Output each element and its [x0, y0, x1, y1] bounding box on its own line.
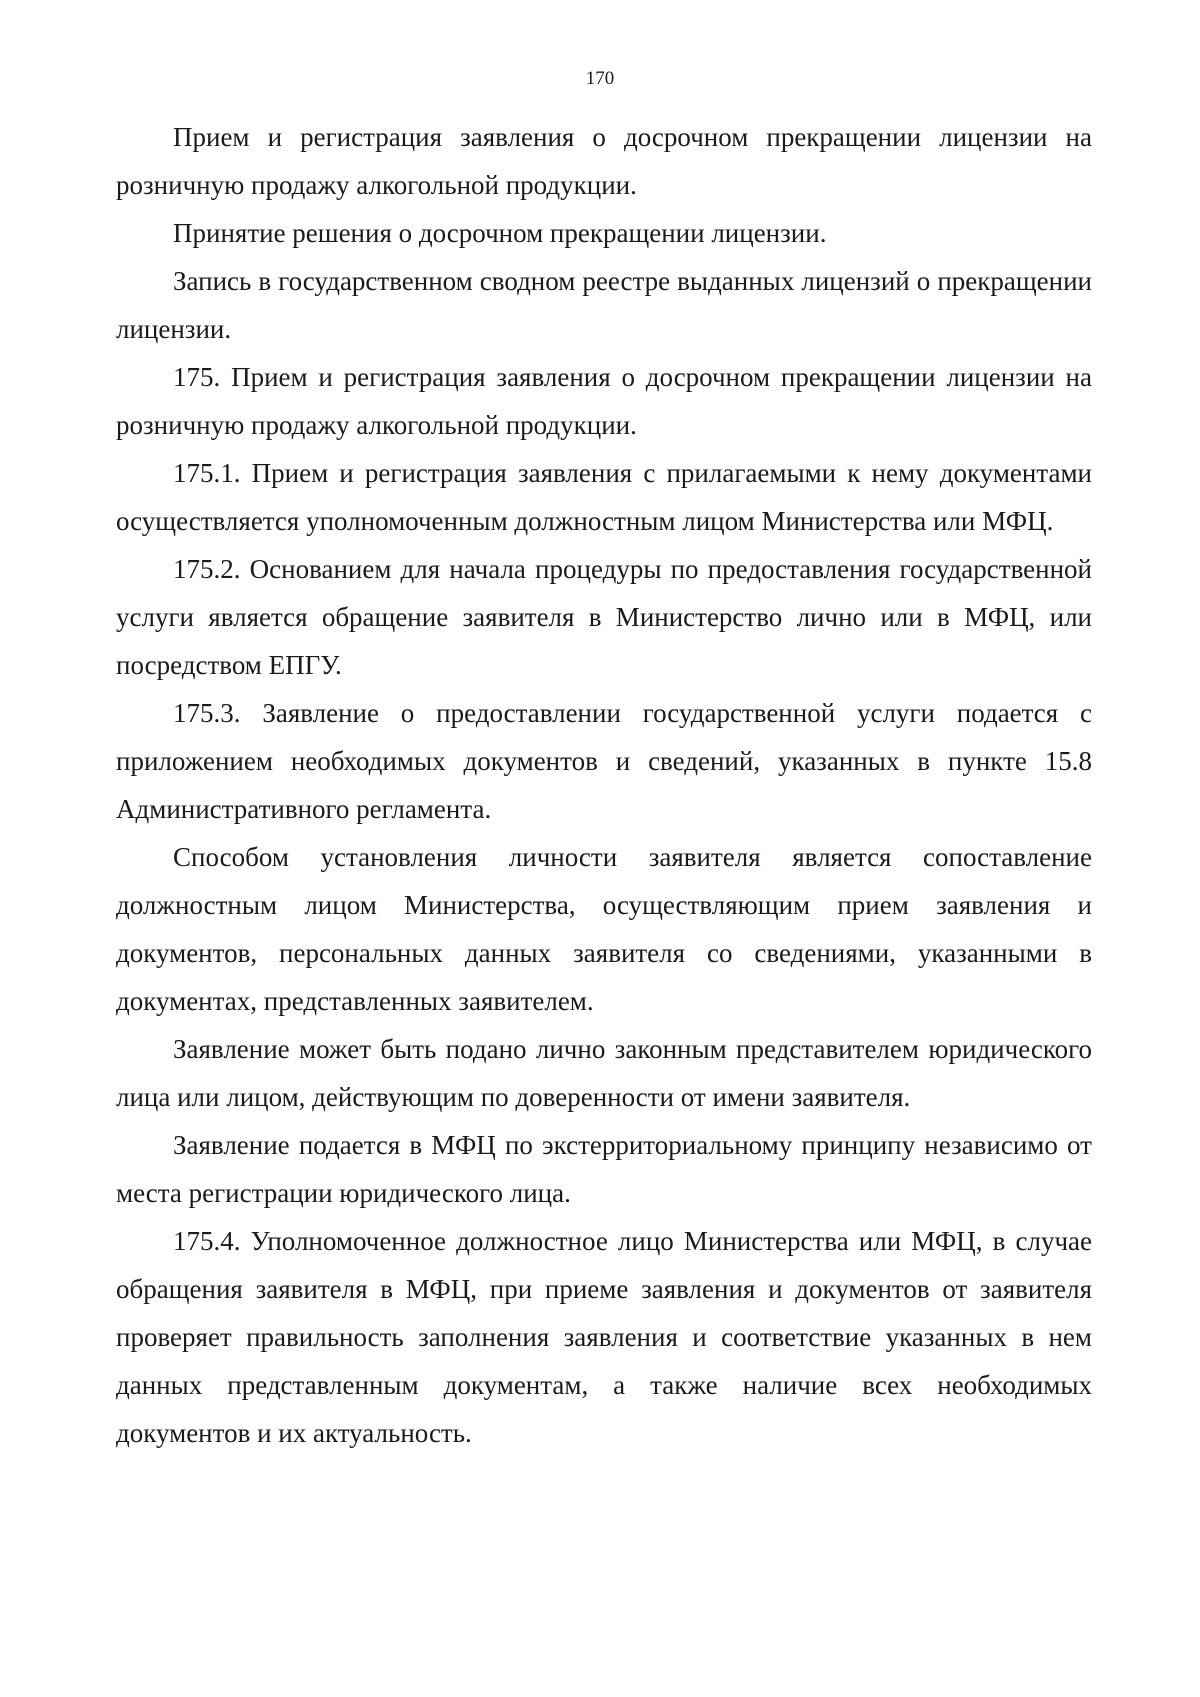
document-body — [116, 113, 1092, 1457]
paragraph: 175.1. Прием и регистрация заявления с прилагаемыми к нему документами осуществляется уполномоченным должностным лицом Министерства или МФЦ. — [116, 458, 1092, 536]
paragraph: Прием и регистрация заявления о досрочном прекращении лицензии на розничную продажу алкогольной продукции. — [116, 122, 1092, 200]
paragraph: Заявление может быть подано лично законным представителем юридического лица или лицом, действующим по доверенности от имени заявителя. — [116, 1034, 1092, 1112]
paragraph: Заявление подается в МФЦ по экстерриториальному принципу независимо от места регистрации юридического лица. — [116, 1130, 1092, 1208]
page-number: 170 — [585, 68, 615, 89]
paragraph: 175.3. Заявление о предоставлении государственной услуги подается с приложением необходимых документов и сведений, указанных в пункте 15.8 Административного регламента. — [116, 698, 1092, 824]
paragraph: 175. Прием и регистрация заявления о досрочном прекращении лицензии на розничную продажу алкогольной продукции. — [116, 362, 1092, 440]
paragraph: Запись в государственном сводном реестре выданных лицензий о прекращении лицензии. — [116, 266, 1092, 344]
paragraph: Принятие решения о досрочном прекращении лицензии. — [173, 218, 827, 248]
paragraph: Способом установления личности заявителя является сопоставление должностным лицом Министерства, осуществляющим прием заявления и документов, персональных данных заявителя со сведениями, указанными в документах, представленных заявителем. — [116, 842, 1092, 1016]
paragraph: 175.2. Основанием для начала процедуры по предоставления государственной услуги является обращение заявителя в Министерство лично или в МФЦ, или посредством ЕПГУ. — [116, 554, 1092, 680]
paragraph: 175.4. Уполномоченное должностное лицо Министерства или МФЦ, в случае обращения заявителя в МФЦ, при приеме заявления и документов от заявителя проверяет правильность заполнения заявления и соответствие указанных в нем данных представленным документам, а также наличие всех необходимых документов и их актуальность. — [116, 1226, 1092, 1448]
